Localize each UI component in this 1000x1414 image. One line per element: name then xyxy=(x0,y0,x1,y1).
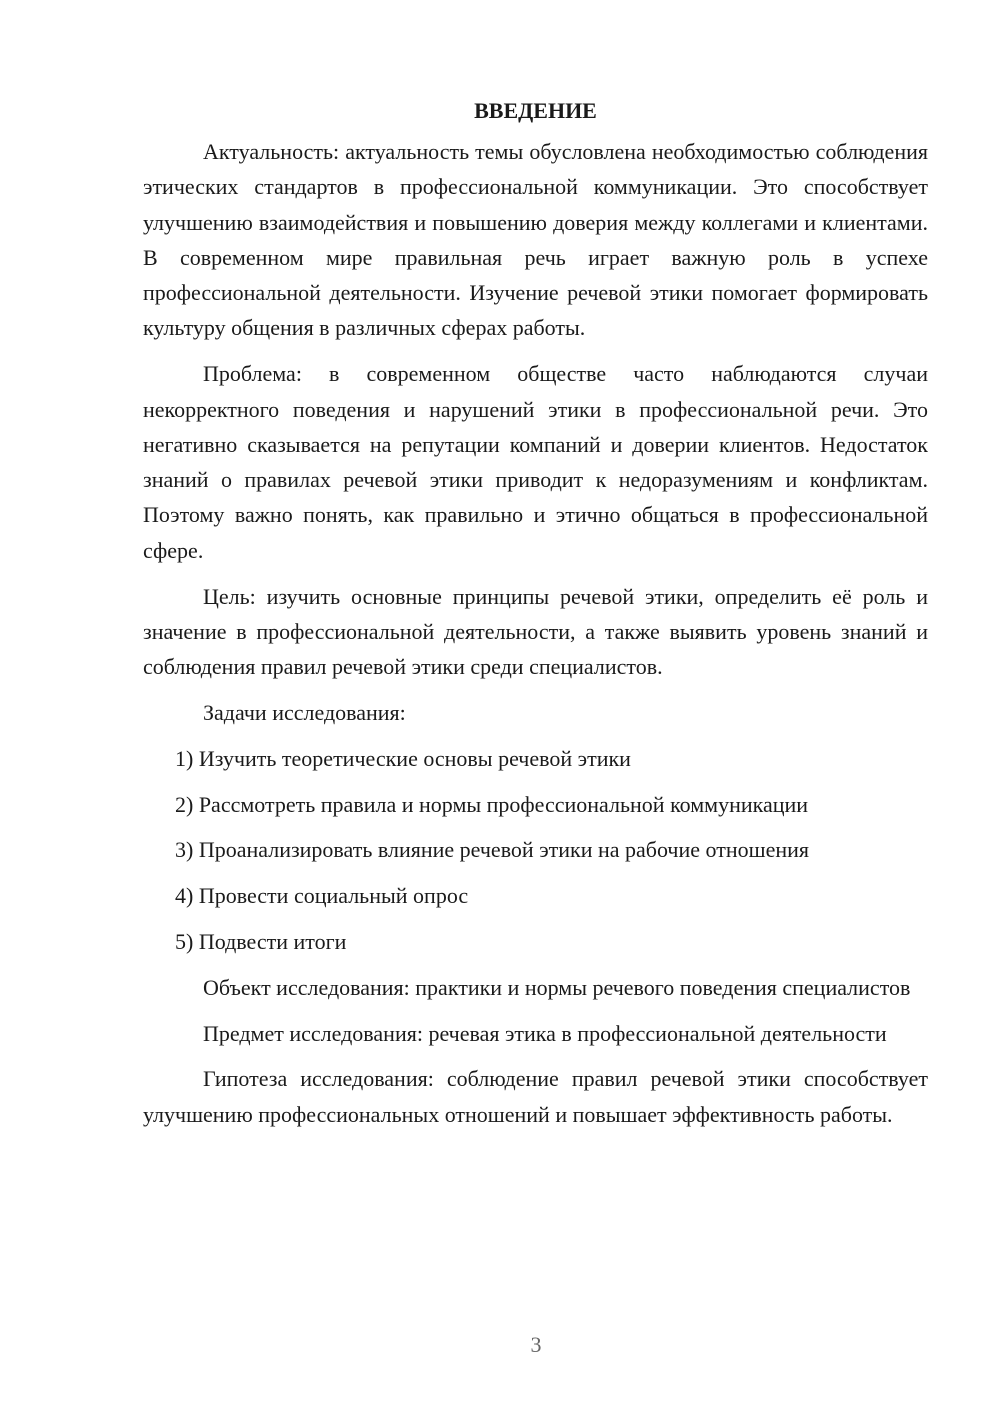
paragraph-subject: Предмет исследования: речевая этика в профессиональной деятельности xyxy=(203,1020,887,1046)
paragraph-goal: Цель: изучить основные принципы речевой этики, определить её роль и значение в профессиональной деятельности, а также выявить уровень знаний и соблюдения правил речевой этики среди специалистов. xyxy=(143,583,928,680)
tasks-heading: Задачи исследования: xyxy=(203,699,406,725)
paragraph-problem: Проблема: в современном обществе часто наблюдаются случаи некорректного поведения и нарушений этики в профессиональной речи. Это негативно сказывается на репутации компаний и доверии клиентов. Недостаток знаний о правилах речевой этики приводит к недоразумениям и конфликтам. Поэтому важно понять, как правильно и этично общаться в профессиональной сфере. xyxy=(143,361,928,563)
section-title: ВВЕДЕНИЕ xyxy=(474,98,597,123)
task-item: 3) Проанализировать влияние речевой этики на рабочие отношения xyxy=(175,837,809,863)
page-number: 3 xyxy=(530,1332,542,1357)
task-item: 2) Рассмотреть правила и нормы профессиональной коммуникации xyxy=(175,791,809,817)
task-item: 5) Подвести итоги xyxy=(175,928,347,954)
task-item: 1) Изучить теоретические основы речевой этики xyxy=(175,745,631,771)
paragraph-object: Объект исследования: практики и нормы речевого поведения специалистов xyxy=(203,974,911,1000)
page-content xyxy=(143,96,928,1142)
task-list xyxy=(143,741,928,959)
paragraph-hypothesis: Гипотеза исследования: соблюдение правил речевой этики способствует улучшению профессиональных отношений и повышает эффективность работы. xyxy=(143,1066,928,1127)
paragraph-relevance: Актуальность: актуальность темы обусловлена необходимостью соблюдения этических стандартов в профессиональной коммуникации. Это способствует улучшению взаимодействия и повышению доверия между коллегами и клиентами. В современном мире правильная речь играет важную роль в успехе профессиональной деятельности. Изучение речевой этики помогает формировать культуру общения в различных сферах работы. xyxy=(143,139,928,341)
task-item: 4) Провести социальный опрос xyxy=(175,883,469,909)
